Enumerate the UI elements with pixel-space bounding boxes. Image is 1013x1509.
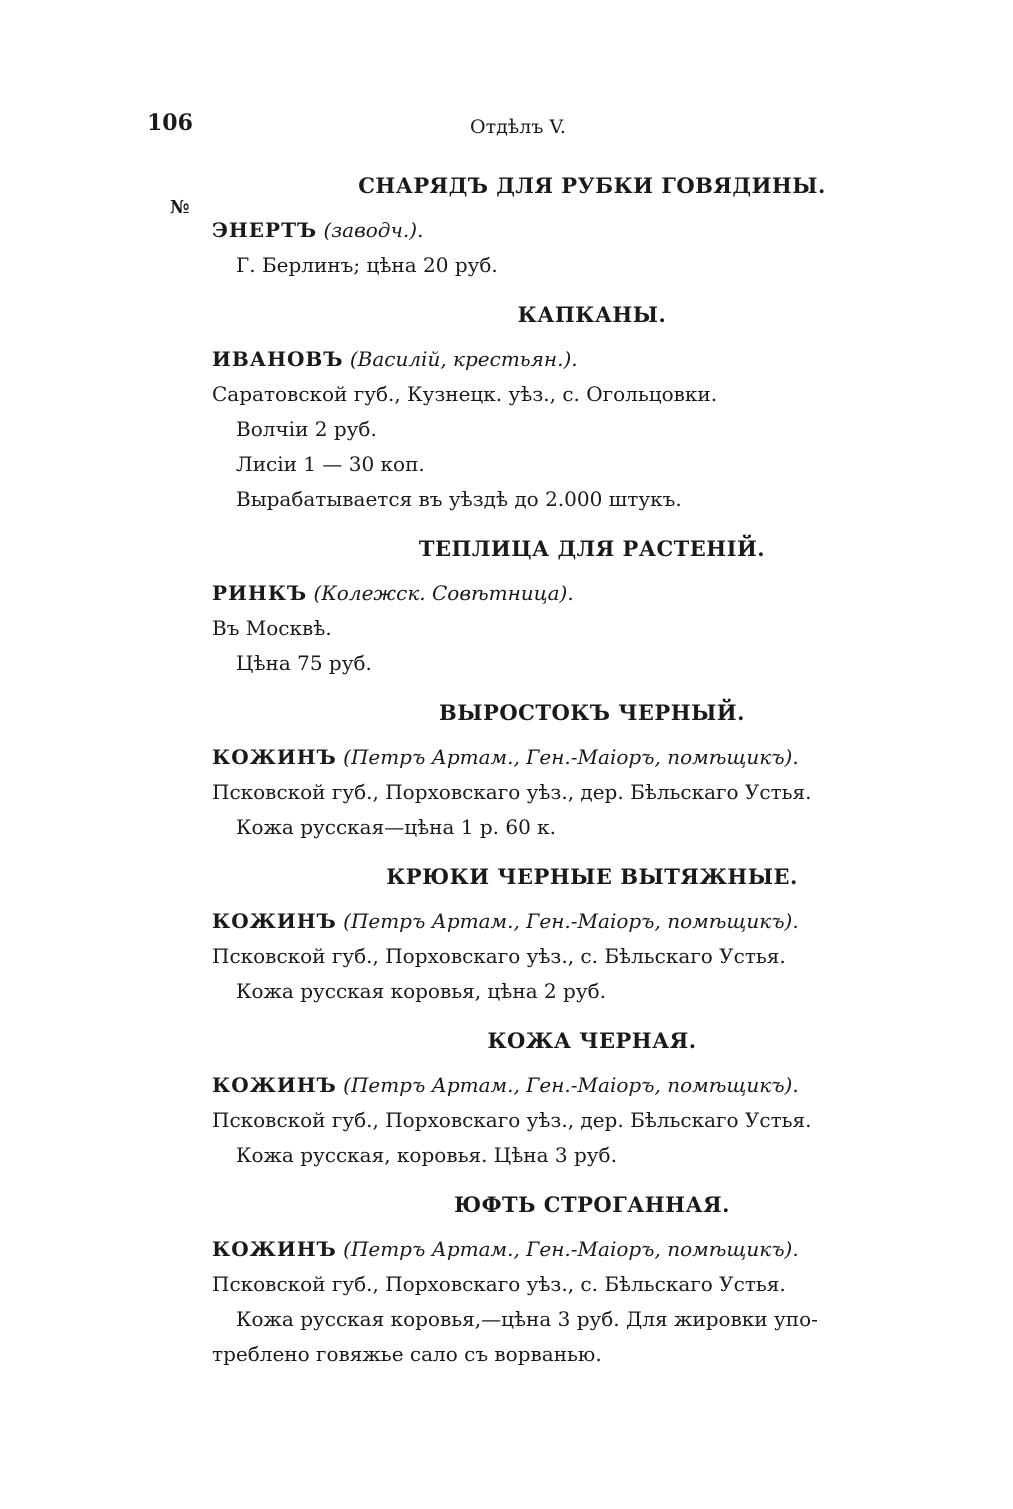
exhibitor-location: Саратовской губ., Кузнецк. уѣз., с. Огольцовки. — [212, 382, 718, 406]
section — [212, 529, 912, 681]
exhibitor-name — [212, 212, 912, 248]
exhibitor-location: Псковской губ., Порховскаго уѣз., дер. Бѣльскаго Устья. — [212, 780, 812, 804]
exhibitor-location: Псковской губ., Порховскаго уѣз., с. Бѣльскаго Устья. — [212, 944, 786, 968]
entry-line: Кожа русская коровья,—цѣна 3 руб. Для жировки упо- — [236, 1307, 818, 1331]
exhibitor-location: Въ Москвѣ. — [212, 616, 332, 640]
section — [212, 857, 912, 1009]
exhibitor-surname: КОЖИНЪ — [212, 1073, 337, 1097]
section — [212, 1021, 912, 1173]
section — [212, 295, 912, 517]
exhibitor-location: Псковской губ., Порховскаго уѣз., с. Бѣльскаго Устья. — [212, 1272, 786, 1296]
section-title: КАПКАНЫ. — [517, 302, 667, 327]
section-title: КОЖА ЧЕРНАЯ. — [487, 1028, 697, 1053]
entry-line: Вырабатывается въ уѣздѣ до 2.000 штукъ. — [236, 487, 682, 511]
section-title: СНАРЯДЪ ДЛЯ РУБКИ ГОВЯДИНЫ. — [358, 173, 826, 198]
exhibitor-surname: КОЖИНЪ — [212, 909, 337, 933]
running-title: Отдѣлъ V. — [470, 116, 566, 138]
section — [212, 166, 912, 283]
section-title: ВЫРОСТОКЪ ЧЕРНЫЙ. — [439, 700, 745, 725]
numero-mark: № — [170, 197, 190, 218]
exhibitor-details: (Петръ Артам., Ген.-Маіоръ, помѣщикъ). — [343, 909, 799, 933]
entry-line: Кожа русская, коровья. Цѣна 3 руб. — [236, 1143, 617, 1167]
exhibitor-location: Псковской губ., Порховскаго уѣз., дер. Бѣльскаго Устья. — [212, 1108, 812, 1132]
exhibitor-name — [212, 575, 912, 611]
exhibitor-name — [212, 739, 912, 775]
section — [212, 693, 912, 845]
exhibitor-name — [212, 1067, 912, 1103]
exhibitor-name — [212, 903, 912, 939]
exhibitor-surname: РИНКЪ — [212, 581, 308, 605]
entry-line: Кожа русская—цѣна 1 р. 60 к. — [236, 815, 557, 839]
section-title: ТЕПЛИЦА ДЛЯ РАСТЕНІЙ. — [418, 536, 766, 561]
exhibitor-surname: ЭНЕРТЪ — [212, 218, 318, 242]
entry-line: Цѣна 75 руб. — [236, 651, 372, 675]
page-number: 106 — [147, 110, 193, 136]
exhibitor-details: (Колежск. Совѣтница). — [313, 581, 574, 605]
section-title: КРЮКИ ЧЕРНЫЕ ВЫТЯЖНЫЕ. — [386, 864, 798, 889]
exhibitor-details: (Петръ Артам., Ген.-Маіоръ, помѣщикъ). — [343, 1073, 799, 1097]
entry-line: Г. Берлинъ; цѣна 20 руб. — [236, 253, 498, 277]
exhibitor-surname: КОЖИНЪ — [212, 745, 337, 769]
page-body — [212, 166, 912, 1384]
section-title: ЮФТЬ СТРОГАННАЯ. — [454, 1192, 730, 1217]
exhibitor-surname: ИВАНОВЪ — [212, 347, 344, 371]
entry-line: Лисіи 1 — 30 коп. — [236, 452, 425, 476]
exhibitor-details: (Петръ Артам., Ген.-Маіоръ, помѣщикъ). — [343, 745, 799, 769]
exhibitor-name — [212, 1231, 912, 1267]
section — [212, 1185, 912, 1372]
exhibitor-details: (Петръ Артам., Ген.-Маіоръ, помѣщикъ). — [343, 1237, 799, 1261]
exhibitor-surname: КОЖИНЪ — [212, 1237, 337, 1261]
entry-line-continuation: треблено говяжье сало съ ворванью. — [212, 1342, 602, 1366]
exhibitor-details: (заводч.). — [323, 218, 424, 242]
exhibitor-name — [212, 341, 912, 377]
entry-line: Волчіи 2 руб. — [236, 417, 377, 441]
exhibitor-details: (Василій, крестьян.). — [349, 347, 578, 371]
entry-line: Кожа русская коровья, цѣна 2 руб. — [236, 979, 607, 1003]
